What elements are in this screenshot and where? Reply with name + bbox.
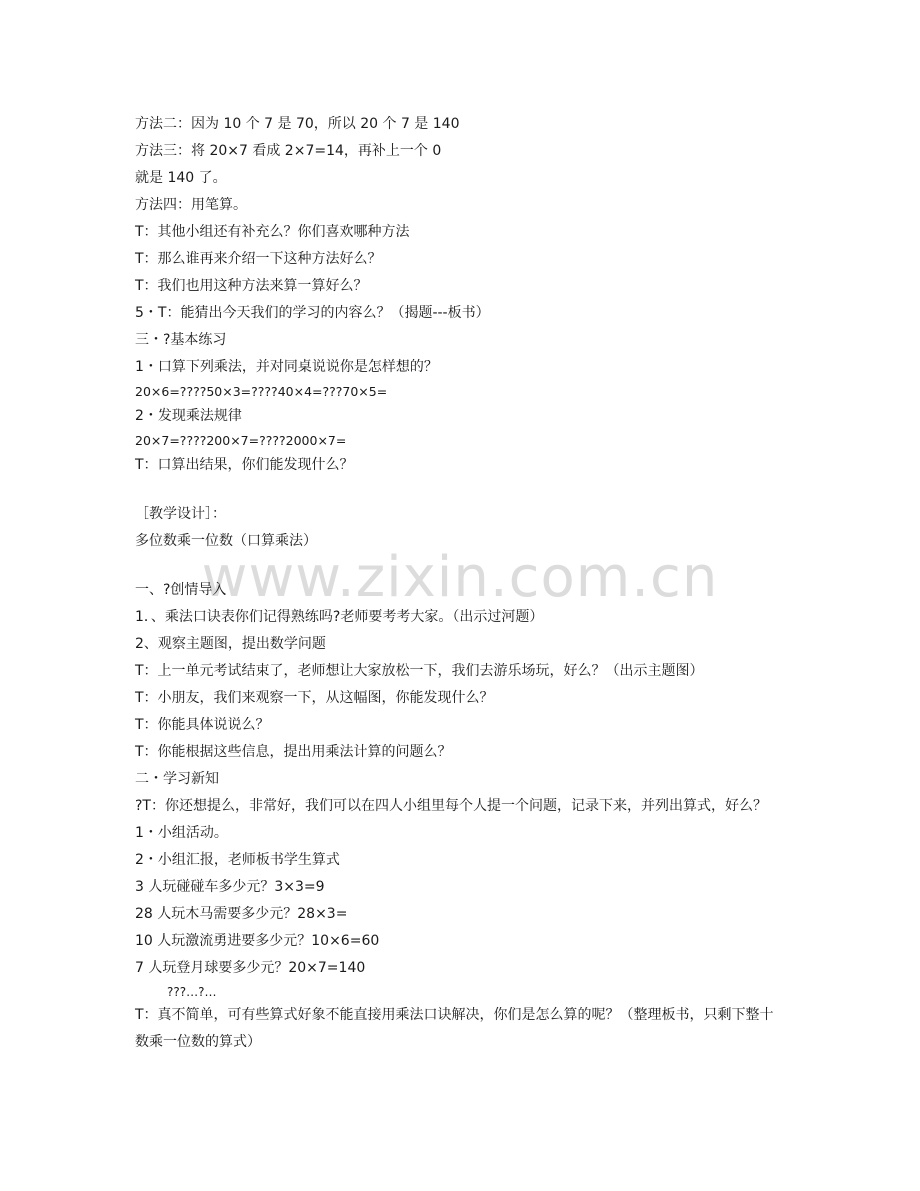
text-line: 2・小组汇报，老师板书学生算式 [135,852,340,868]
text-line: 28 人玩木马需要多少元？28×3= [135,906,348,922]
section-heading: 一、?创情导入 [135,582,227,598]
design-label: ［教学设计］： [135,506,226,522]
text-line: 就是 140 了。 [135,170,227,186]
text-line: 2、观察主题图，提出数学问题 [135,636,326,652]
text-line: T：你能根据这些信息，提出用乘法计算的问题么？ [135,744,452,760]
text-line: 5・T：能猜出今天我们的学习的内容么？（揭题---板书） [135,305,490,321]
text-line: 1・口算下列乘法，并对同桌说说你是怎样想的？ [135,359,438,375]
text-line: T：那么谁再来介绍一下这种方法好么？ [135,251,382,267]
design-title: 多位数乘一位数（口算乘法） [135,533,317,549]
text-line: 2・发现乘法规律 [135,408,242,424]
section-heading: 三・?基本练习 [135,332,227,348]
text-line: 方法三：将 20×7 看成 2×7=14，再补上一个 0 [135,143,442,159]
document-body [135,111,785,1056]
text-line: 1．、乘法口诀表你们记得熟练吗?老师要考考大家。（出示过河题） [135,609,544,625]
spacer [135,479,785,501]
practice-formula-line: 20×7=????200×7=????2000×7= [135,433,347,448]
text-line: T：口算出结果，你们能发现什么？ [135,457,354,473]
text-line: 1・小组活动。 [135,825,228,841]
text-paragraph: T：真不简单，可有些算式好象不能直接用乘法口诀解决，你们是怎么算的呢？（整理板书，只剩下整十数乘一位数的算式） [135,1007,774,1050]
text-line: 10 人玩激流勇进要多少元？10×6=60 [135,933,380,949]
text-line: T：其他小组还有补充么？你们喜欢哪种方法 [135,224,410,240]
text-line: 方法四：用笔算。 [135,197,247,213]
text-line: 7 人玩登月球要多少元？20×7=140 [135,960,366,976]
spacer [135,555,785,577]
ellipsis-line: ???…?… [167,985,217,999]
text-line: 3 人玩碰碰车多少元？3×3=9 [135,879,325,895]
text-line: T：我们也用这种方法来算一算好么？ [135,278,368,294]
text-line: 方法二：因为 10 个 7 是 70，所以 20 个 7 是 140 [135,116,460,132]
text-line: T：上一单元考试结束了，老师想让大家放松一下，我们去游乐场玩，好么？（出示主题图） [135,663,704,679]
practice-formula-line: 20×6=????50×3=????40×4=???70×5= [135,384,388,399]
section-heading: 二・学习新知 [135,771,219,787]
text-line: T：你能具体说说么？ [135,717,270,733]
watermark-text: www.zixin.com.cn [201,545,719,610]
text-paragraph: ?T：你还想提么，非常好，我们可以在四人小组里每个人提一个问题，记录下来，并列出算式，好么？ [135,798,767,814]
text-line: T：小朋友，我们来观察一下，从这幅图，你能发现什么？ [135,690,494,706]
